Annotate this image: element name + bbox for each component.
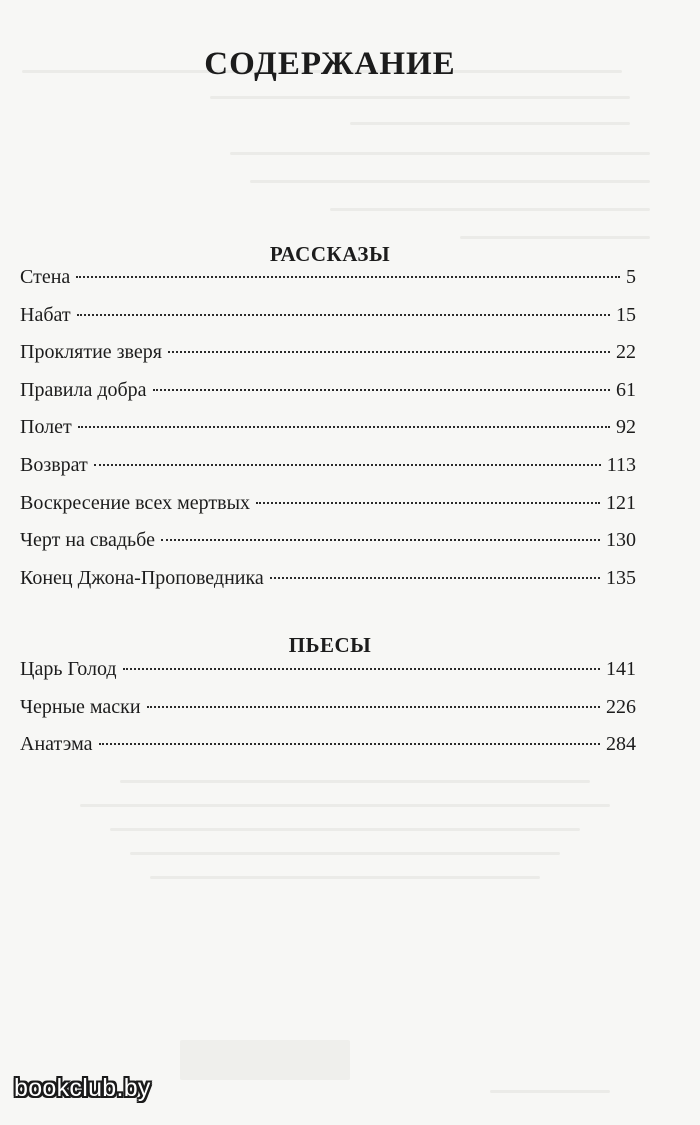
watermark: bookclub.by: [14, 1074, 151, 1102]
dot-leader: [168, 351, 610, 353]
toc-entry[interactable]: [20, 658, 636, 696]
dot-leader: [270, 577, 600, 579]
toc-entry-title: Черт на свадьбе: [20, 529, 155, 552]
toc-entry-page: 92: [616, 416, 636, 439]
toc-entry[interactable]: [20, 454, 636, 492]
toc-list-plays: [20, 658, 636, 771]
toc-entry-title: Анатэма: [20, 733, 93, 756]
dot-leader: [161, 539, 600, 541]
toc-entry-page: 284: [606, 733, 636, 756]
toc-entry-page: 22: [616, 341, 636, 364]
toc-entry-title: Правила добра: [20, 378, 147, 401]
toc-entry-title: Возврат: [20, 453, 88, 476]
toc-entry-page: 15: [616, 303, 636, 326]
dot-leader: [256, 502, 600, 504]
dot-leader: [147, 706, 600, 708]
toc-entry-title: Конец Джона-Проповедника: [20, 566, 264, 589]
dot-leader: [77, 314, 610, 316]
toc-entry[interactable]: [20, 696, 636, 734]
toc-entry-title: Набат: [20, 303, 71, 326]
toc-entry-title: Проклятие зверя: [20, 341, 162, 364]
dot-leader: [94, 464, 601, 466]
toc-entry-page: 121: [606, 491, 636, 514]
toc-list-stories: [20, 266, 636, 604]
dot-leader: [78, 426, 610, 428]
toc-entry-page: 141: [606, 658, 636, 680]
toc-entry-page: 226: [606, 695, 636, 718]
toc-entry-page: 113: [606, 453, 636, 476]
toc-entry-title: Полет: [20, 416, 72, 439]
toc-entry[interactable]: [20, 567, 636, 605]
toc-entry-page: 130: [606, 529, 636, 552]
toc-entry-page: 61: [616, 378, 636, 401]
toc-entry-page: 135: [606, 566, 636, 589]
toc-entry-title: Стена: [20, 266, 71, 288]
toc-entry[interactable]: [20, 733, 636, 771]
toc-entry[interactable]: [20, 379, 636, 417]
dot-leader: [123, 668, 600, 670]
toc-entry-page: 5: [626, 266, 636, 288]
toc-entry[interactable]: [20, 304, 636, 342]
toc-entry[interactable]: [20, 492, 636, 530]
toc-entry[interactable]: [20, 341, 636, 379]
page-title: СОДЕРЖАНИЕ: [204, 46, 456, 82]
toc-entry-title: Царь Голод: [20, 658, 117, 680]
toc-entry-title: Черные маски: [20, 695, 141, 718]
dot-leader: [76, 276, 620, 278]
toc-entry[interactable]: [20, 266, 636, 304]
dot-leader: [99, 743, 600, 745]
toc-entry[interactable]: [20, 416, 636, 454]
section-heading-plays: ПЬЕСЫ: [288, 633, 372, 657]
section-heading-stories: РАССКАЗЫ: [269, 242, 391, 266]
dot-leader: [153, 389, 610, 391]
toc-entry-title: Воскресение всех мертвых: [20, 491, 251, 514]
toc-entry[interactable]: [20, 529, 636, 567]
